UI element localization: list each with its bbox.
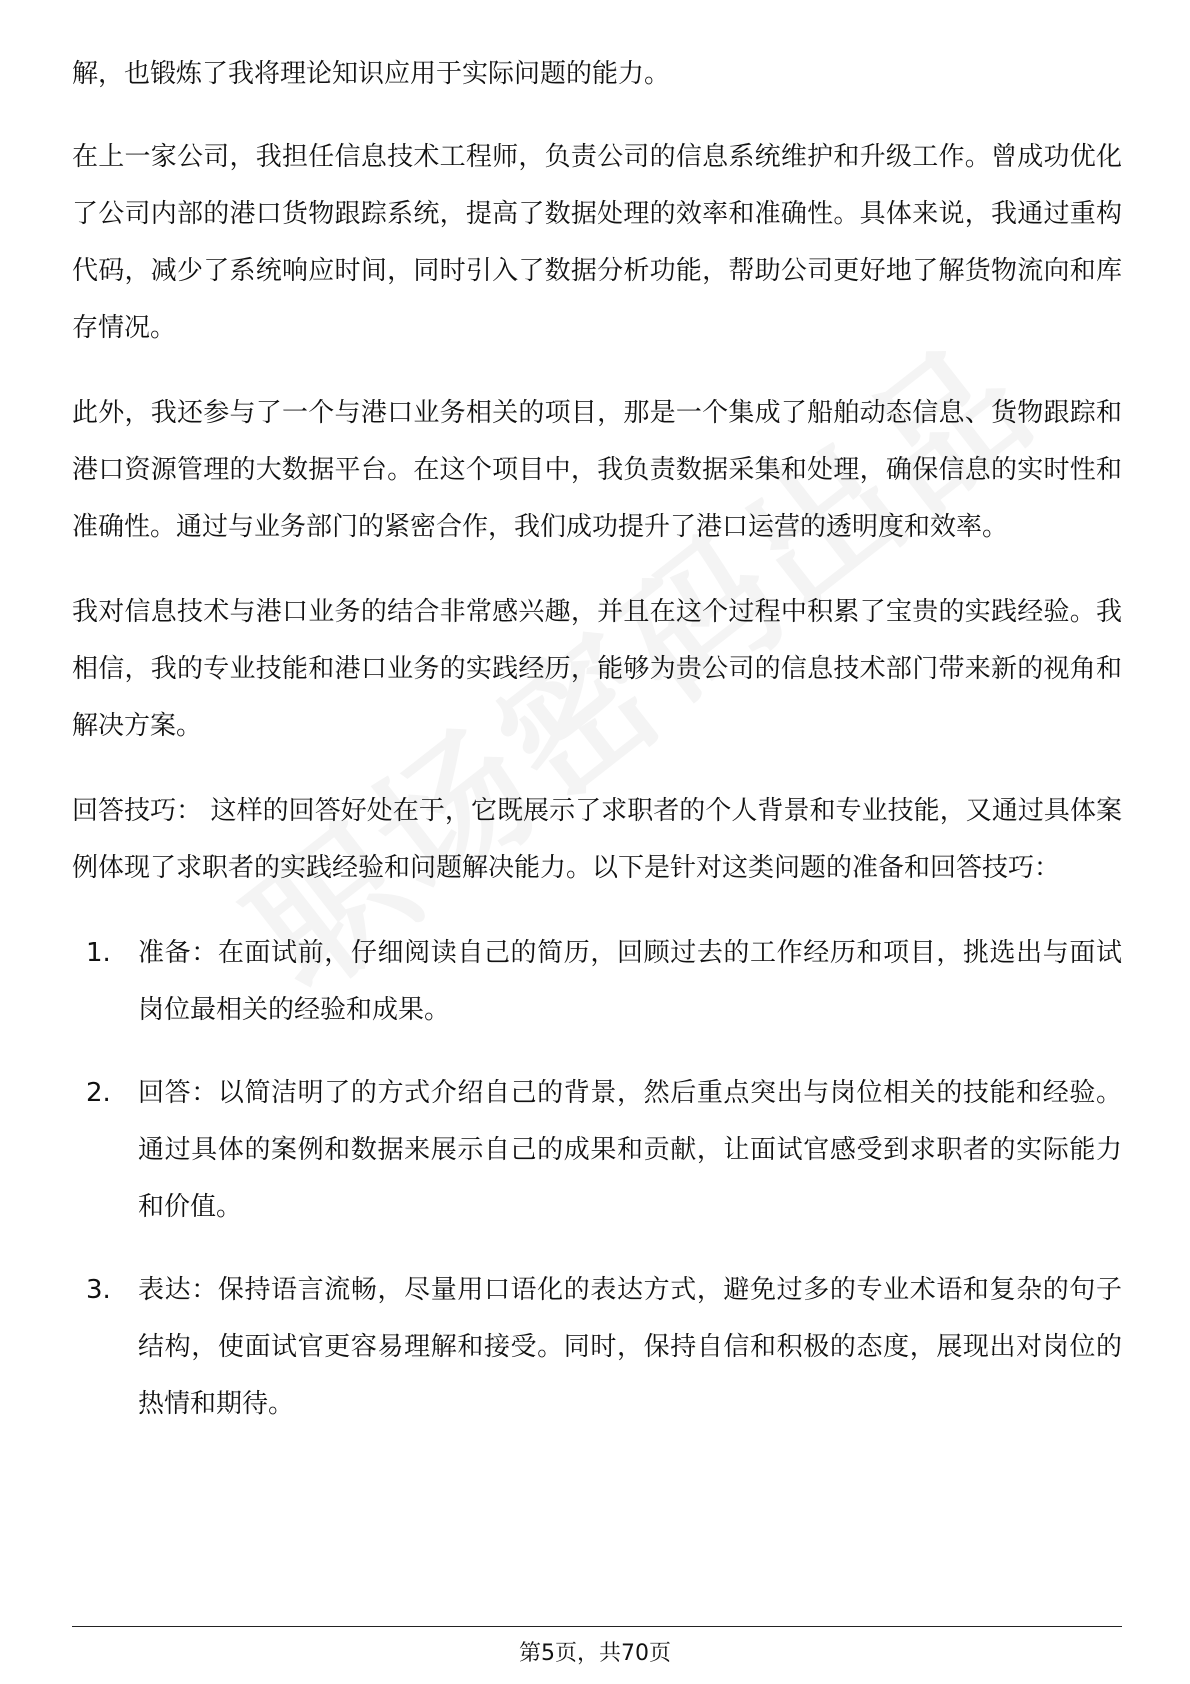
page-number: 第5页，共70页: [519, 1641, 671, 1666]
footer-divider: [72, 1626, 1122, 1627]
paragraph-3: 此外，我还参与了一个与港口业务相关的项目，那是一个集成了船舶动态信息、货物跟踪和港口资源管理的大数据平台。在这个项目中，我负责数据采集和处理，确保信息的实时性和准确性。通过与业务部门的紧密合作，我们成功提升了港口运营的透明度和效率。: [72, 398, 1122, 542]
paragraph-answer-tips: 回答技巧： 这样的回答好处在于，它既展示了求职者的个人背景和专业技能，又通过具体案例体现了求职者的实践经验和问题解决能力。以下是针对这类问题的准备和回答技巧：: [72, 796, 1122, 883]
paragraph-1: 解，也锻炼了我将理论知识应用于实际问题的能力。: [72, 59, 671, 89]
list-number: 2.: [86, 1078, 111, 1108]
list-item: [72, 925, 1122, 1039]
page-content: [72, 46, 1122, 1459]
list-text: 表达：保持语言流畅，尽量用口语化的表达方式，避免过多的专业术语和复杂的句子结构，使面试官更容易理解和接受。同时，保持自信和积极的态度，展现出对岗位的热情和期待。: [138, 1275, 1122, 1419]
list-number: 3.: [86, 1275, 111, 1305]
list-item: [72, 1065, 1122, 1236]
list-text: 准备：在面试前，仔细阅读自己的简历，回顾过去的工作经历和项目，挑选出与面试岗位最相关的经验和成果。: [138, 938, 1122, 1025]
paragraph-4: 我对信息技术与港口业务的结合非常感兴趣，并且在这个过程中积累了宝贵的实践经验。我相信，我的专业技能和港口业务的实践经历，能够为贵公司的信息技术部门带来新的视角和解决方案。: [72, 597, 1122, 741]
list-text: 回答：以简洁明了的方式介绍自己的背景，然后重点突出与岗位相关的技能和经验。通过具体的案例和数据来展示自己的成果和贡献，让面试官感受到求职者的实际能力和价值。: [138, 1078, 1122, 1222]
paragraph-2: 在上一家公司，我担任信息技术工程师，负责公司的信息系统维护和升级工作。曾成功优化了公司内部的港口货物跟踪系统，提高了数据处理的效率和准确性。具体来说，我通过重构代码，减少了系统响应时间，同时引入了数据分析功能，帮助公司更好地了解货物流向和库存情况。: [72, 142, 1122, 343]
list-item: [72, 1262, 1122, 1433]
list-number: 1.: [86, 938, 111, 968]
